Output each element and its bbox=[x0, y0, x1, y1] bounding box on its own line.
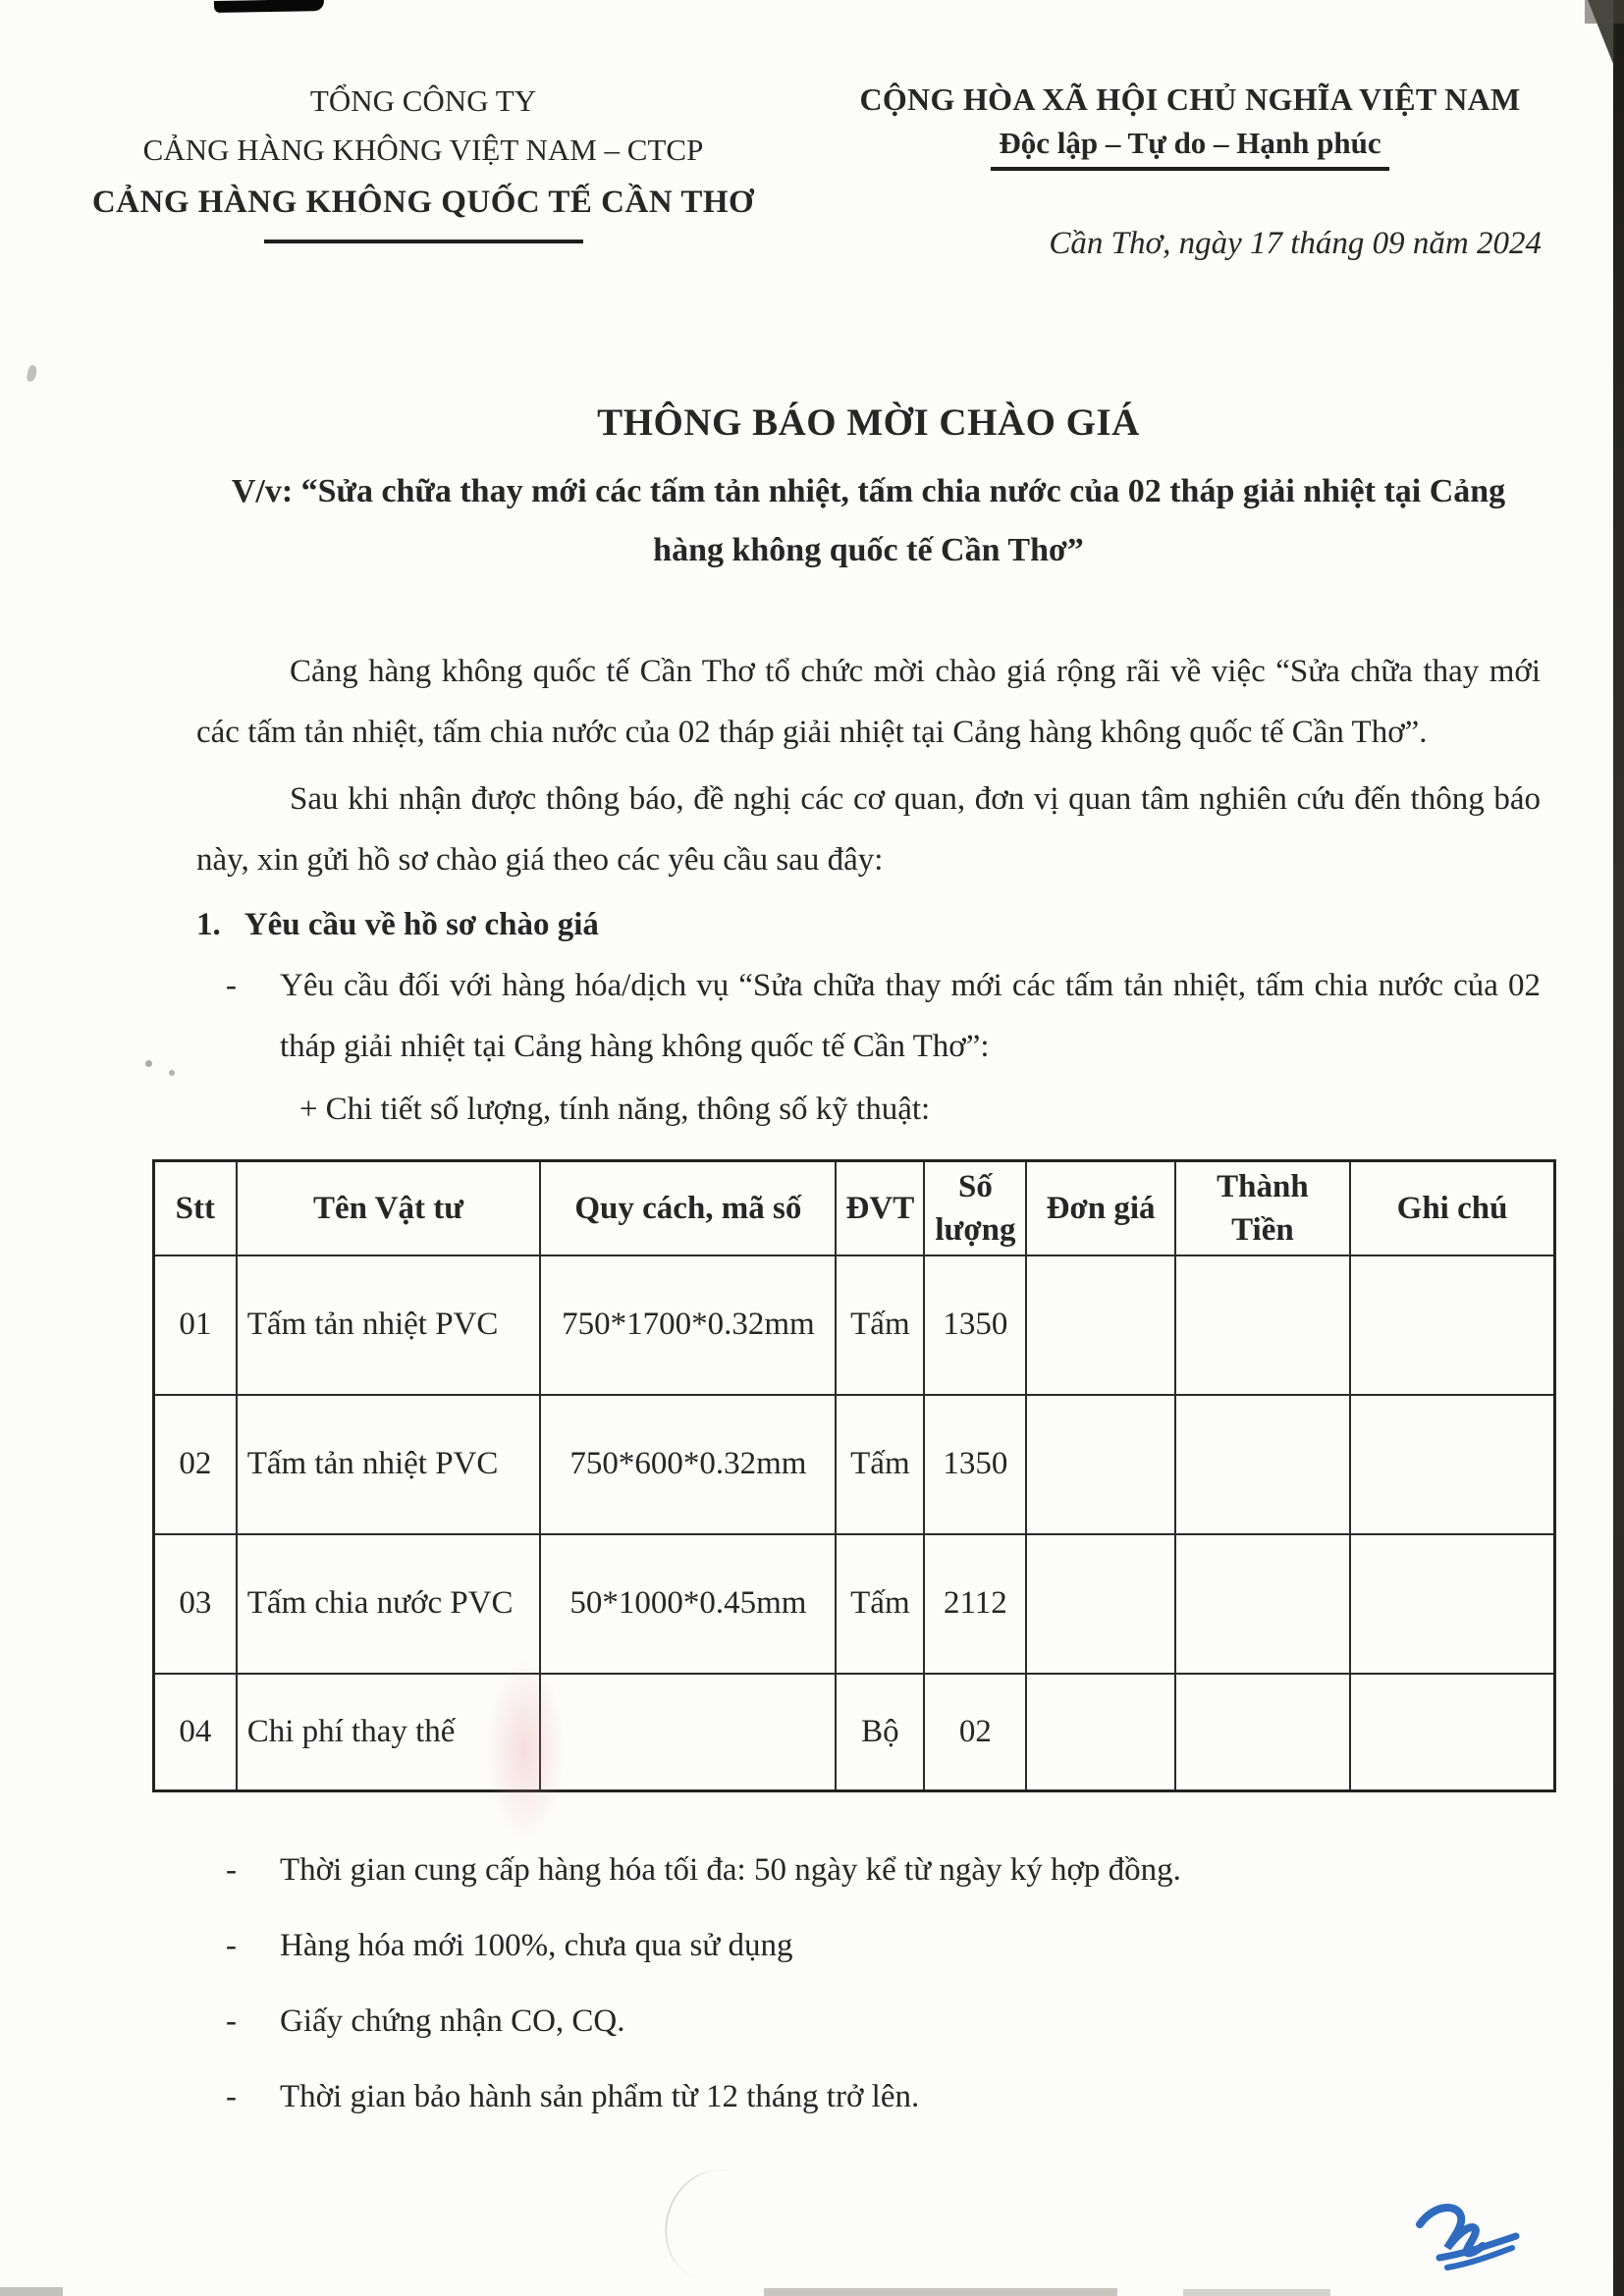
cell-note bbox=[1350, 1534, 1554, 1674]
cell-unit: Tấm bbox=[836, 1255, 924, 1395]
cell-stt: 02 bbox=[154, 1395, 237, 1534]
cell-note bbox=[1350, 1255, 1554, 1395]
org-parent-name: TỔNG CÔNG TY bbox=[309, 83, 537, 118]
cell-unit: Bộ bbox=[836, 1674, 924, 1791]
cell-spec bbox=[540, 1674, 836, 1791]
section-heading-text: Yêu cầu về hồ sơ chào giá bbox=[244, 907, 599, 942]
org-underline bbox=[264, 240, 583, 243]
cell-stt: 04 bbox=[154, 1674, 237, 1791]
cell-qty: 2112 bbox=[924, 1534, 1026, 1674]
national-title: CỘNG HÒA XÃ HỘI CHỦ NGHĨA VIỆT NAM bbox=[859, 81, 1521, 117]
col-header-note: Ghi chú bbox=[1350, 1161, 1554, 1255]
table-row bbox=[154, 1395, 1555, 1534]
stray-ink-mark bbox=[26, 364, 37, 382]
cell-material: Tấm tản nhiệt PVC bbox=[237, 1395, 541, 1534]
materials-table bbox=[152, 1159, 1556, 1792]
cell-unit-price bbox=[1026, 1534, 1174, 1674]
section-1-heading bbox=[196, 894, 1541, 955]
cell-unit: Tấm bbox=[836, 1395, 924, 1534]
list-item bbox=[226, 1991, 1541, 2053]
col-header-stt: Stt bbox=[154, 1161, 237, 1255]
col-header-amount: Thành Tiền bbox=[1175, 1161, 1350, 1255]
list-item-text: Hàng hóa mới 100%, chưa qua sử dụng bbox=[280, 1928, 793, 1963]
document-title: THÔNG BÁO MỜI CHÀO GIÁ bbox=[597, 401, 1140, 444]
cell-qty: 1350 bbox=[924, 1255, 1026, 1395]
list-item bbox=[226, 1840, 1541, 1901]
cell-amount bbox=[1175, 1255, 1350, 1395]
document-header bbox=[0, 0, 1624, 262]
cell-spec: 750*1700*0.32mm bbox=[540, 1255, 836, 1395]
table-row bbox=[154, 1255, 1555, 1395]
cell-unit-price bbox=[1026, 1395, 1174, 1534]
conditions-list bbox=[196, 1840, 1541, 2128]
document-subject: V/v: “Sửa chữa thay mới các tấm tản nhiệt, tấm chia nước của 02 tháp giải nhiệt tại Cảng hàng không quốc tế Cần Thơ” bbox=[231, 473, 1506, 568]
cell-unit-price bbox=[1026, 1674, 1174, 1791]
list-item-text: Giấy chứng nhận CO, CQ. bbox=[280, 2003, 625, 2039]
scan-bottom-smudge bbox=[0, 2287, 63, 2296]
list-item bbox=[226, 1915, 1541, 1977]
scan-bottom-smudge bbox=[764, 2288, 1117, 2296]
list-item bbox=[226, 2066, 1541, 2128]
org-corporation-name: CẢNG HÀNG KHÔNG VIỆT NAM – CTCP bbox=[142, 133, 704, 167]
section-number: 1. bbox=[196, 907, 221, 942]
org-unit-name: CẢNG HÀNG KHÔNG QUỐC TẾ CẦN THƠ bbox=[91, 185, 755, 220]
detail-intro-line bbox=[299, 1079, 1541, 1140]
cell-note bbox=[1350, 1395, 1554, 1534]
cell-material: Tấm chia nước PVC bbox=[237, 1534, 541, 1674]
cell-stt: 03 bbox=[154, 1534, 237, 1674]
pencil-arc-mark bbox=[651, 2157, 782, 2295]
issuing-org-block bbox=[59, 77, 787, 262]
document-body bbox=[0, 400, 1624, 2128]
table-row bbox=[154, 1534, 1555, 1674]
place-date-line: Cần Thơ, ngày 17 tháng 09 năm 2024 bbox=[1049, 226, 1542, 261]
dash-marker: - bbox=[226, 2079, 237, 2114]
table-header-row bbox=[154, 1161, 1555, 1255]
scan-bottom-smudge bbox=[1183, 2289, 1330, 2296]
cell-amount bbox=[1175, 1395, 1350, 1534]
dash-marker: - bbox=[226, 2003, 237, 2039]
national-motto: Độc lập – Tự do – Hạnh phúc bbox=[991, 126, 1388, 171]
dash-marker: - bbox=[226, 1928, 237, 1963]
cell-stt: 01 bbox=[154, 1255, 237, 1395]
cell-qty: 02 bbox=[924, 1674, 1026, 1791]
requirement-item bbox=[226, 955, 1541, 1077]
list-item-text: Thời gian cung cấp hàng hóa tối đa: 50 ngày kể từ ngày ký hợp đồng. bbox=[280, 1852, 1181, 1888]
cell-qty: 1350 bbox=[924, 1395, 1026, 1534]
table-row bbox=[154, 1674, 1555, 1791]
col-header-unit: ĐVT bbox=[836, 1161, 924, 1255]
instruction-paragraph: Sau khi nhận được thông báo, đề nghị các cơ quan, đơn vị quan tâm nghiên cứu đến thông báo này, xin gửi hồ sơ chào giá theo các yêu cầu sau đây: bbox=[196, 781, 1541, 878]
cell-amount bbox=[1175, 1534, 1350, 1674]
national-motto-line bbox=[835, 126, 1545, 171]
list-item-text: Thời gian bảo hành sản phẩm từ 12 tháng trở lên. bbox=[280, 2079, 920, 2114]
dash-marker: - bbox=[226, 968, 237, 1003]
col-header-spec: Quy cách, mã số bbox=[540, 1161, 836, 1255]
cell-unit: Tấm bbox=[836, 1534, 924, 1674]
cell-material: Tấm tản nhiệt PVC bbox=[237, 1255, 541, 1395]
col-header-qty: Số lượng bbox=[924, 1161, 1026, 1255]
dash-marker: - bbox=[226, 1852, 237, 1888]
cell-material: Chi phí thay thế bbox=[237, 1674, 541, 1791]
detail-intro-text: Chi tiết số lượng, tính năng, thông số kỹ thuật: bbox=[325, 1092, 931, 1127]
requirement-text: Yêu cầu đối với hàng hóa/dịch vụ “Sửa chữa thay mới các tấm tản nhiệt, tấm chia nước của 02 tháp giải nhiệt tại Cảng hàng không quốc tế Cần Thơ”: bbox=[280, 968, 1541, 1064]
cell-spec: 750*600*0.32mm bbox=[540, 1395, 836, 1534]
signature-mark bbox=[1406, 2197, 1540, 2283]
plus-marker: + bbox=[299, 1092, 318, 1127]
national-header-block bbox=[835, 77, 1545, 262]
col-header-unit-price: Đơn giá bbox=[1026, 1161, 1174, 1255]
col-header-material: Tên Vật tư bbox=[237, 1161, 541, 1255]
cell-note bbox=[1350, 1674, 1554, 1791]
intro-paragraph: Cảng hàng không quốc tế Cần Thơ tổ chức mời chào giá rộng rãi về việc “Sửa chữa thay mới các tấm tản nhiệt, tấm chia nước của 02 tháp giải nhiệt tại Cảng hàng không quốc tế Cần Thơ”. bbox=[196, 654, 1541, 750]
cell-unit-price bbox=[1026, 1255, 1174, 1395]
cell-spec: 50*1000*0.45mm bbox=[540, 1534, 836, 1674]
cell-amount bbox=[1175, 1674, 1350, 1791]
